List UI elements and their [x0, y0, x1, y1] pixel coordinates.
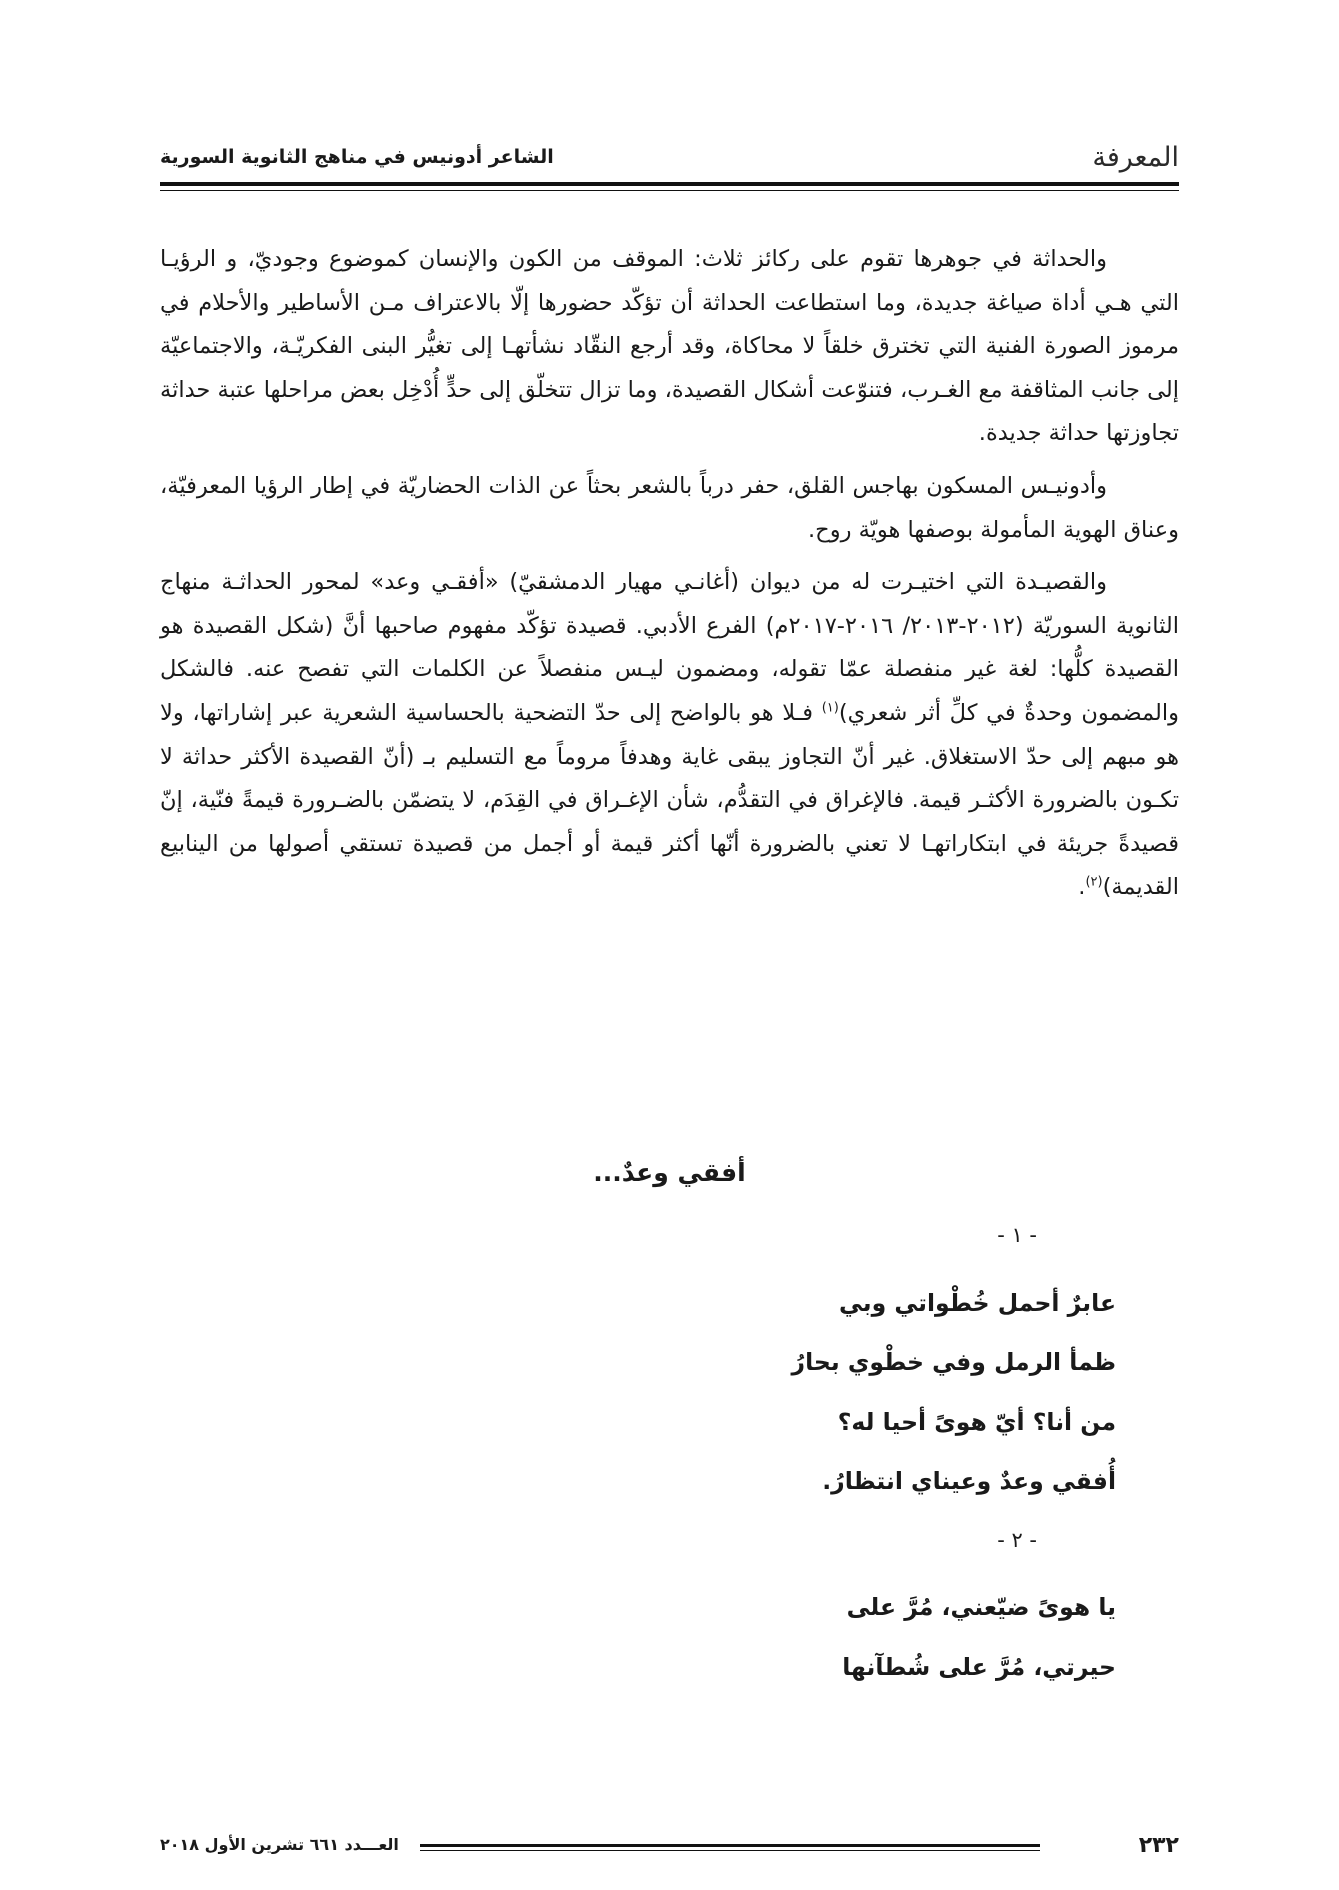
page-footer	[160, 1833, 1179, 1865]
paragraph-3-text: والقصيـدة التي اختيـرت له من ديوان (أغانـي مهيار الدمشقيّ) «أفقـي وعد» لمحور الحداثـة منهاج الثانوية السوريّة (٢٠١٢-٢٠١٣/ ٢٠١٦-٢٠١٧م) الفرع الأدبي. قصيدة تؤكّد مفهوم صاحبها أنَّ (شكل القصيدة هو القصيدة كلُّها: لغة غير منفصلة عمّا تقوله، ومضمون ليـس منفصلاً عن الكلمات التي تفصح عنه. فالشكل والمضمون وحدةٌ في كلِّ أثر شعري)	[160, 569, 1180, 726]
poem-section-marker-1: - ١ -	[997, 1223, 1037, 1247]
poem-verse-5: يا هوىً ضيّعني، مُرَّ على	[846, 1593, 1116, 1621]
journal-logo: المعرفة	[1092, 142, 1179, 173]
page-number: ٢٣٢	[1138, 1833, 1179, 1858]
header-rule-thin	[160, 190, 1179, 191]
paragraph-3-continued: فـلا هو بالواضح إلى حدّ التضحية بالحساسية الشعرية عبر إشاراتها، ولا هو مبهم إلى حدّ الاستغلاق. غير أنّ التجاوز يبقى غاية وهدفاً مروماً مع التسليم بـ (أنّ القصيدة الأكثر حداثة لا تكـون بالضرورة الأكثـر قيمة. فالإغراق في التقدُّم، شأن الإغـراق في القِدَم، لا يتضمّن بالضـرورة قيمةً فنّية، إنّ قصيدةً جريئة في ابتكاراتهـا لا تعني بالضرورة أنّها أكثر قيمة أو أجمل من قصيدة تستقي أصولها من الينابيع القديمة)	[160, 699, 1179, 901]
poem-verse-1: عابرٌ أحمل خُطْواتي وبي	[838, 1289, 1116, 1317]
header-rule	[160, 182, 1179, 186]
issue-info: العـــدد ٦٦١ تشرين الأول ٢٠١٨	[160, 1835, 399, 1854]
poem-title: أفقي وعدٌ...	[593, 1158, 746, 1187]
poem-verse-3: من أنا؟ أيّ هوىً أحيا له؟	[837, 1408, 1116, 1436]
poem-section-marker-2: - ٢ -	[997, 1528, 1037, 1552]
poem-verse-6: حيرتي، مُرَّ على شُطآنها	[842, 1653, 1116, 1681]
paragraph-1: والحداثة في جوهرها تقوم على ركائز ثلاث: الموقف من الكون والإنسان كموضوع وجوديّ، و الرؤيـا التي هـي أداة صياغة جديدة، وما استطاعت الحداثة أن تؤكّد حضورها إلّا بالاعتراف مـن الأساطير والأحلام في مرموز الصورة الفنية التي تخترق خلقاً لا محاكاة، وقد أرجع النقّاد نشأتهـا إلى تغيُّر البنى الفكريّـة، والاجتماعيّة إلى جانب المثاقفة مع الغـرب، فتنوّعت أشكال القصيدة، وما تزال تتخلّق إلى حدٍّ أُدْخِل بعض مراحلها عتبة حداثة تجاوزتها حداثة جديدة.	[160, 246, 1179, 447]
paragraph-2: وأدونيـس المسكون بهاجس القلق، حفر درباً بالشعر بحثاً عن الذات الحضاريّة في إطار الرؤيا المعرفيّة، وعناق الهوية المأمولة بوصفها هويّة روح.	[160, 472, 1179, 543]
running-title: الشاعر أدونيس في مناهج الثانوية السورية	[160, 146, 554, 168]
footer-rule	[420, 1844, 1040, 1847]
poem-verse-4: أُفقي وعدٌ وعيناي انتظارُ.	[822, 1467, 1116, 1495]
page-header	[160, 140, 1179, 180]
article-body	[160, 238, 1179, 919]
footer-rule-thin	[420, 1850, 1040, 1851]
footnote-ref-2: (٢)	[1085, 874, 1103, 890]
footnote-ref-1: (١)	[821, 700, 839, 716]
paragraph-3-end: .	[1078, 874, 1086, 901]
paragraph-3	[160, 561, 1179, 910]
poem-verse-2: ظمأ الرمل وفي خطْوي بحارُ	[791, 1348, 1116, 1376]
